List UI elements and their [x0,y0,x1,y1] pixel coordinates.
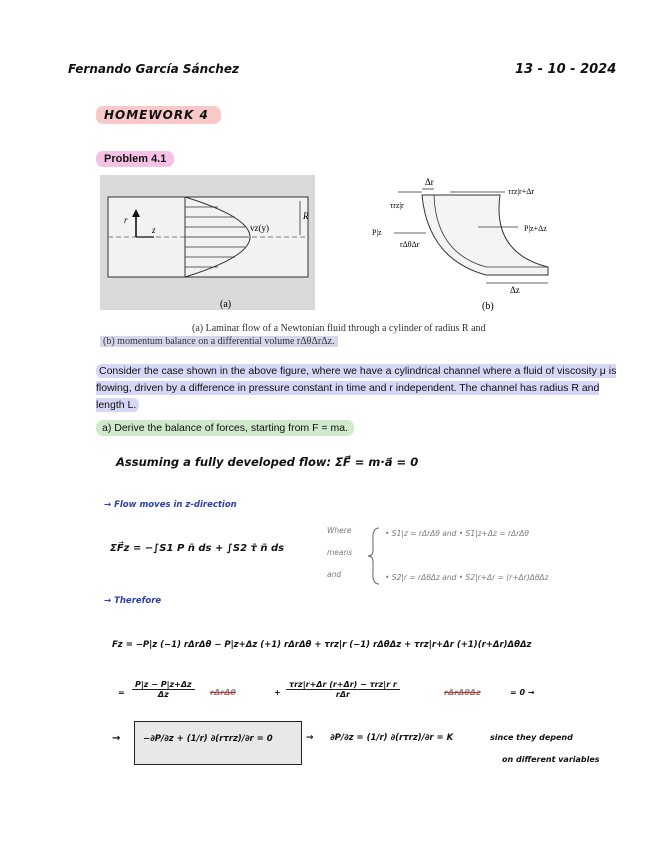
arrow-icon: → [306,733,314,743]
trz-top-left-label: τrz|r [390,201,404,210]
area-label: rΔθΔr [400,240,420,249]
separation-equation-text: ∂P/∂z = (1/r) ∂(rτrz)/∂r = K [330,733,454,743]
surface-s1-definition: • S1|z = rΔrΔθ and • S1|z+Δz = rΔrΔθ [385,529,529,538]
vz-label: vz(y) [250,223,269,233]
dr-label: Δr [425,177,434,187]
dz-label: Δz [510,285,520,295]
figure-b-tag: (b) [482,301,494,312]
boxed-equation-text: −∂P/∂z + (1/r) ∂(rτrz)/∂r = 0 [143,734,273,744]
since-note-line-1: since they depend [490,733,573,742]
author-name: Fernando García Sánchez [68,62,239,76]
differential-volume [422,195,548,275]
date: 13 - 10 - 2024 [515,62,617,77]
equation-end: = 0 → [510,688,535,697]
caption-line-1: (a) Laminar flow of a Newtonian fluid through a cylinder of radius R and [192,323,486,334]
problem-statement [96,363,618,414]
boxed-equation [134,721,302,765]
force-sum-equation: ΣF⃗z = −∫S1 P n̄ ds + ∫S2 τ̄ n̄ ds [110,543,285,554]
problem-label: Problem 4.1 [96,151,174,167]
separation-equation [300,721,630,781]
therefore-note: → Therefore [104,596,162,606]
homework-label: HOMEWORK 4 [96,106,221,124]
assumption-line: Assuming a fully developed flow: ΣF⃗ = m·a⃗ = 0 [116,455,419,469]
stress-numerator: τrz|r+Δr (r+Δr) − τrz|r r [286,680,400,690]
curly-brace [367,526,381,586]
problem-statement-text: Consider the case shown in the above figure, where we have a cylindrical channel where a fluid of viscosity μ is flowing, driven by a difference in pressure constant in time and r independent. The channel has radius R and length L. [96,365,617,411]
part-a-label: a) Derive the balance of forces, starting from F = ma. [96,420,354,436]
surface-s2-definition: • S2|r = rΔθΔz and • S2|r+Δr = (r+Δr)ΔθΔz [385,573,549,582]
flow-direction-note: → Flow moves in z-direction [104,500,237,510]
R-label: R [303,211,309,221]
where-label: Where [327,526,352,535]
and-label: and [327,570,342,579]
arrow-icon: → [112,733,121,744]
stress-denominator: rΔr [335,690,350,699]
since-note-line-2: on different variables [502,755,600,764]
p-left-label: P|z [372,228,382,237]
pressure-denominator: Δz [157,690,169,699]
figure-caption [100,322,570,348]
trz-top-right-label: τrz|r+Δr [508,187,535,196]
r-label: r [124,215,128,225]
pressure-fraction [132,680,195,699]
p-right-label: P|z+Δz [524,224,547,233]
cancelled-term-2: rΔrΔθΔz [444,688,481,697]
pressure-numerator: P|z − P|z+Δz [132,680,195,690]
means-label: means [327,548,353,557]
cancelled-term-1: rΔrΔθ [210,688,236,697]
force-balance-expanded: Fz = −P|z (−1) rΔrΔθ − P|z+Δz (+1) rΔrΔθ + τrz|r (−1) rΔθΔz + τrz|r+Δr (+1)(r+Δr)ΔθΔz [112,640,532,650]
figure-a-tag: (a) [220,299,232,310]
caption-line-2: (b) momentum balance on a differential volume rΔθΔrΔz. [100,336,338,347]
z-label: z [152,225,156,235]
stress-fraction [286,680,400,699]
divided-equation: = $\frac{P|z - P|z+\Delta z}{\Delta z}$ rΔrΔθ + τrz|r+Δr (r+Δr) − τrz|r r rΔr rΔrΔθΔz = 0 → [118,680,535,699]
